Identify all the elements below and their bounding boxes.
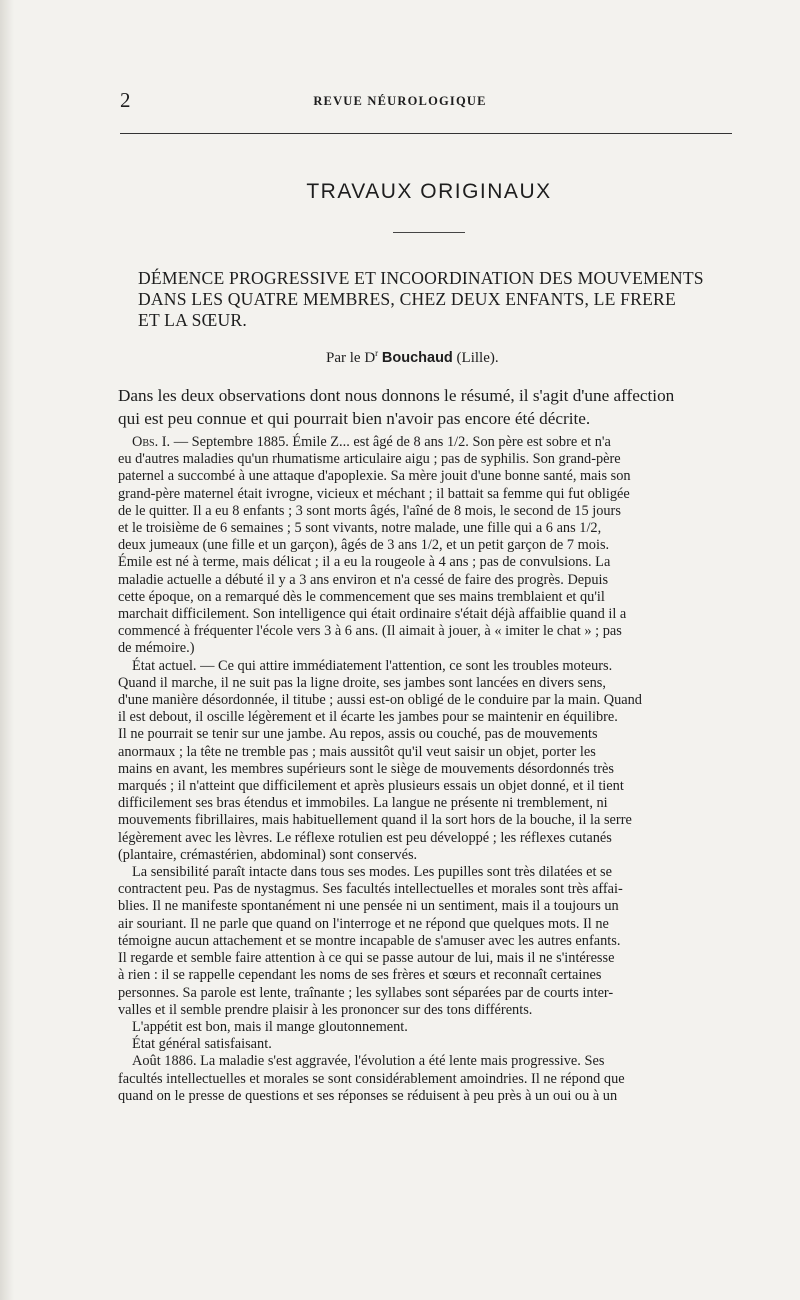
body-line: de le quitter. Il a eu 8 enfants ; 3 sont morts âgés, l'aîné de 8 mois, le second de 15 jours [118,502,621,519]
body-line: Émile est né à terme, mais délicat ; il a eu la rougeole à 4 ans ; pas de convulsions. La [118,554,611,571]
body-line: facultés intellectuelles et morales se sont considérablement amoindries. Il ne répond que [118,1070,625,1087]
byline-sup: r [375,348,379,358]
body-line: marchait difficilement. Son intelligence qui était ordinaire s'était déjà affaiblie quand il a [118,606,627,623]
intro-line: Dans les deux observations dont nous donnons le résumé, il s'agit d'une affection [118,386,675,405]
body-line: témoigne aucun attachement et se montre incapable de s'amuser avec les autres enfants. [118,932,621,949]
body-line: Il ne pourrait se tenir sur une jambe. Au repos, assis ou couché, pas de mouvements [118,726,598,743]
body-line: quand on le presse de questions et ses réponses se réduisent à peu près à un oui ou à un [118,1087,618,1104]
body-line: marqués ; il n'atteint que difficilement et après plusieurs essais un objet donné, et il tient [118,778,624,795]
byline [326,348,499,367]
body-line: il est debout, il oscille légèrement et il écarte les jambes pour se maintenir en équilibre. [118,709,618,726]
section-divider [393,232,465,233]
body-line: anormaux ; la tête ne tremble pas ; mais aussitôt qu'il veut saisir un objet, porter les [118,743,596,760]
header-rule [120,133,732,134]
body-line: contractent peu. Pas de nystagmus. Ses facultés intellectuelles et morales sont très affai- [118,881,623,898]
intro-line: qui est peu connue et qui pourrait bien n'avoir pas encore été décrite. [118,409,591,428]
body-line [118,434,738,451]
body-line: maladie actuelle a débuté il y a 3 ans environ et n'a cessé de faire des progrès. Depuis [118,571,609,588]
body-line: (plantaire, crémastérien, abdominal) sont conservés. [118,846,418,863]
body-line: eu d'autres maladies qu'un rhumatisme articulaire aigu ; pas de syphilis. Son grand-père [118,451,621,468]
body-line: valles et il semble prendre plaisir à les prononcer sur des tons différents. [118,1001,533,1018]
title-line: ET LA SŒUR. [138,310,247,330]
article-title [138,268,738,331]
body-line: mouvements fibrillaires, mais habituellement quand il la sort hors de la bouche, il la serre [118,812,632,829]
body-line: mains en avant, les membres supérieurs sont le siège de mouvements désordonnés très [118,760,614,777]
intro-paragraph [118,384,738,430]
body-line: difficilement ses bras étendus et immobiles. La langue ne présente ni tremblement, ni [118,795,608,812]
body-line: d'une manière désordonnée, il titube ; aussi est-on obligé de le conduire par la main. Quand [118,692,642,709]
observation-body [118,434,738,1105]
body-line: commencé à fréquenter l'école vers 3 à 6 ans. (Il aimait à jouer, à « imiter le chat » ; pas [118,623,622,640]
title-line: DÉMENCE PROGRESSIVE ET INCOORDINATION DES MOUVEMENTS [138,268,704,288]
body-line: blies. Il ne manifeste spontanément ni une pensée ni un sentiment, mais il a toujours un [118,898,619,915]
body-line: de mémoire.) [118,640,195,657]
body-line: Août 1886. La maladie s'est aggravée, l'évolution a été lente mais progressive. Ses [132,1053,605,1070]
body-line: et le troisième de 6 semaines ; 5 sont vivants, notre malade, une fille qui a 6 ans 1/2, [118,520,602,537]
section-title: TRAVAUX ORIGINAUX [306,180,552,203]
body-line: à rien : il se rappelle cependant les noms de ses frères et sœurs et reconnaît certaines [118,967,602,984]
author-name: Bouchaud [381,350,453,366]
body-line: personnes. Sa parole est lente, traînante ; les syllabes sont séparées par de courts inter- [118,984,614,1001]
body-line: État actuel. — Ce qui attire immédiatement l'attention, ce sont les troubles moteurs. [132,657,613,674]
author-location: (Lille). [456,350,499,366]
body-line: L'appétit est bon, mais il mange gloutonnement. [132,1018,408,1035]
body-line: paternel a succombé à une attaque d'apoplexie. Sa mère jouit d'une bonne santé, mais son [118,468,631,485]
body-line: cette époque, on a remarqué dès le commencement que ses mains tremblaient et qu'il [118,588,605,605]
body-line-text: — Septembre 1885. Émile Z... est âgé de 8 ans 1/2. Son père est sobre et n'a [170,434,611,450]
obs-label: Obs. I. [132,434,171,450]
body-line: grand-père maternel était ivrogne, vicieux et méchant ; il battait sa femme qui fut obligée [118,485,630,502]
body-line: La sensibilité paraît intacte dans tous ses modes. Les pupilles sont très dilatées et se [132,864,613,881]
body-line: Il regarde et semble faire attention à ce qui se passe autour de lui, mais il ne s'intéresse [118,950,615,967]
body-line: État général satisfaisant. [132,1036,272,1053]
body-line: deux jumeaux (une fille et un garçon), âgés de 3 ans 1/2, et un petit garçon de 7 mois. [118,537,610,554]
page-number: 2 [120,88,131,112]
body-line: air souriant. Il ne parle que quand on l'interroge et ne répond que quelques mots. Il ne [118,915,609,932]
body-line: légèrement avec les lèvres. Le réflexe rotulien est peu développé ; les réflexes cutanés [118,829,612,846]
running-head: REVUE NÉUROLOGIQUE [313,94,487,108]
byline-prefix: Par le D [326,350,376,366]
title-line: DANS LES QUATRE MEMBRES, CHEZ DEUX ENFANTS, LE FRERE [138,289,676,309]
body-line: Quand il marche, il ne suit pas la ligne droite, ses jambes sont lancées en divers sens, [118,674,606,691]
